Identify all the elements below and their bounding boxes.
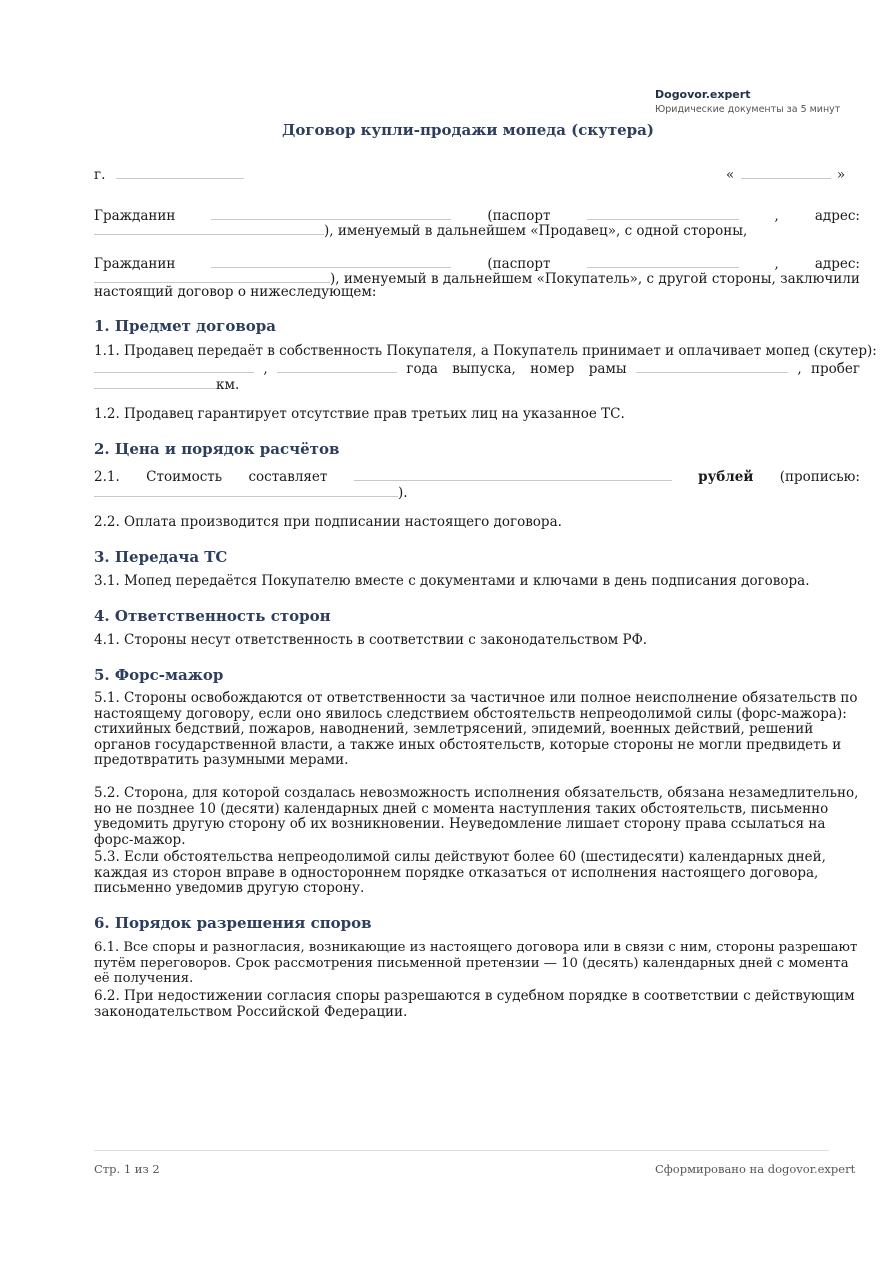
clause-5-3: 5.3. Если обстоятельства непреодолимой силы действуют более 60 (шестидесяти) календарных дней, каждая из сторон вправе в одностороннем порядке отказаться от исполнения настоящего договора, письменно уведомив другую сторону. [94, 849, 826, 896]
buyer-role-word: ), [330, 271, 340, 287]
seller-address-label: адрес: [814, 208, 860, 224]
seller-role-text: ), именуемый в дальнейшем «Продавец», с одной стороны, [324, 223, 748, 239]
clause-5-1: 5.1. Стороны освобождаются от ответственности за частичное или полное неисполнение обязательств по настоящему договору, если оно явилось следствием обстоятельств непреодолимой силы (форс-мажора): стихийных бедствий, пожаров, наводнений, землетрясений, эпидемий, военных действий, решений органов государственной власти, а также иных обстоятельств, которые стороны не могли предвидеть и предотвратить разумными мерами. [94, 690, 858, 768]
moped-model-field[interactable] [94, 358, 254, 373]
clause-2-1-close: ). [398, 485, 408, 501]
buyer-address-field[interactable] [94, 268, 330, 283]
clause-1-1-line-1: 1.1. Продавец передаёт в собственность Покупателя, а Покупатель принимает и оплачивает мопед (скутер): [94, 343, 877, 359]
frame-number-field[interactable] [636, 358, 788, 373]
clause-2-1-word: составляет [248, 469, 328, 485]
clause-2-1-in-words-label: (прописью: [779, 469, 860, 485]
seller-line-2 [94, 220, 747, 239]
brand-tagline: Юридические документы за 5 минут [655, 104, 841, 115]
document-title: Договор купли-продажи мопеда (скутера) [281, 121, 654, 139]
clause-1-1-comma: , [263, 361, 268, 377]
section-1-heading: 1. Предмет договора [94, 317, 276, 335]
clause-1-1-km: км. [216, 377, 240, 393]
date-close-quote: » [836, 167, 846, 183]
date-line [726, 164, 845, 183]
buyer-role-word: дальнейшем [442, 271, 533, 287]
brand-block [655, 88, 840, 115]
section-6-heading: 6. Порядок разрешения споров [94, 914, 372, 932]
city-line [94, 164, 244, 183]
seller-citizen-label: Гражданин [94, 208, 176, 224]
section-4-heading: 4. Ответственность сторон [94, 607, 331, 625]
brand-name: Dogovor.expert [655, 88, 751, 101]
date-field[interactable] [741, 164, 831, 179]
moped-year-field[interactable] [277, 358, 397, 373]
buyer-citizen-label: Гражданин [94, 256, 176, 272]
clause-1-1-mileage-label: пробег [811, 361, 860, 377]
buyer-comma: , [774, 256, 779, 272]
city-field[interactable] [116, 164, 244, 179]
clause-2-1-rubles: рублей [698, 469, 754, 485]
city-prefix: г. [94, 167, 106, 183]
page-number: Стр. 1 из 2 [94, 1162, 160, 1176]
clause-6-2: 6.2. При недостижении согласия споры разрешаются в судебном порядке в соответствии с действующим законодательством Российской Федерации. [94, 988, 855, 1020]
buyer-address-label: адрес: [814, 256, 860, 272]
buyer-role-word: стороны, [711, 271, 776, 287]
date-open-quote: « [726, 167, 735, 183]
clause-2-1-line-2 [94, 482, 408, 501]
price-in-words-field[interactable] [94, 482, 398, 497]
section-5-heading: 5. Форс-мажор [94, 666, 224, 684]
price-field[interactable] [354, 466, 672, 481]
buyer-role-word: другой [658, 271, 708, 287]
mileage-field[interactable] [94, 374, 216, 389]
generated-by: Сформировано на dogovor.expert [655, 1162, 856, 1176]
clause-1-1-line-3 [94, 374, 239, 393]
seller-passport-field[interactable] [587, 205, 739, 220]
buyer-passport-field[interactable] [587, 253, 739, 268]
clause-5-2: 5.2. Сторона, для которой создалась невозможность исполнения обязательств, обязана незамедлительно, но не позднее 10 (десяти) календарных дней с момента наступления таких обстоятельств, письменно уведомить другую сторону об их возникновении. Неуведомление лишает сторону права ссылаться на форс-мажор. [94, 785, 859, 848]
clause-4-1: 4.1. Стороны несут ответственность в соответствии с законодательством РФ. [94, 632, 648, 648]
clause-2-1-number: 2.1. [94, 469, 120, 485]
clause-6-1: 6.1. Все споры и разногласия, возникающие из настоящего договора или в связи с ним, стороны разрешают путём переговоров. Срок рассмотрения письменной претензии — 10 (десять) календарных дней с момента её получения. [94, 940, 858, 986]
clause-3-1: 3.1. Мопед передаётся Покупателю вместе с документами и ключами в день подписания договора. [94, 573, 810, 589]
clause-1-1-year-text: года выпуска, номер рамы [406, 361, 627, 377]
clause-2-2: 2.2. Оплата производится при подписании настоящего договора. [94, 514, 562, 530]
buyer-role-word: «Покупатель», [536, 271, 643, 287]
footer-divider [94, 1150, 829, 1151]
buyer-passport-label: (паспорт [487, 256, 551, 272]
seller-address-field[interactable] [94, 220, 324, 235]
buyer-role-word: в [430, 271, 439, 287]
seller-comma: , [774, 208, 779, 224]
buyer-role-word: с [646, 271, 655, 287]
clause-1-2: 1.2. Продавец гарантирует отсутствие прав третьих лиц на указанное ТС. [94, 406, 625, 422]
buyer-role-word: заключили [780, 271, 860, 287]
clause-2-1-word: Стоимость [146, 469, 223, 485]
buyer-name-field[interactable] [211, 253, 451, 268]
seller-passport-label: (паспорт [487, 208, 551, 224]
section-3-heading: 3. Передача ТС [94, 548, 228, 566]
buyer-line-3: настоящий договор о нижеследующем: [94, 284, 377, 300]
clause-1-1-comma-2: , [797, 361, 802, 377]
buyer-role-word: именуемый [343, 271, 427, 287]
section-2-heading: 2. Цена и порядок расчётов [94, 440, 340, 458]
seller-name-field[interactable] [211, 205, 451, 220]
